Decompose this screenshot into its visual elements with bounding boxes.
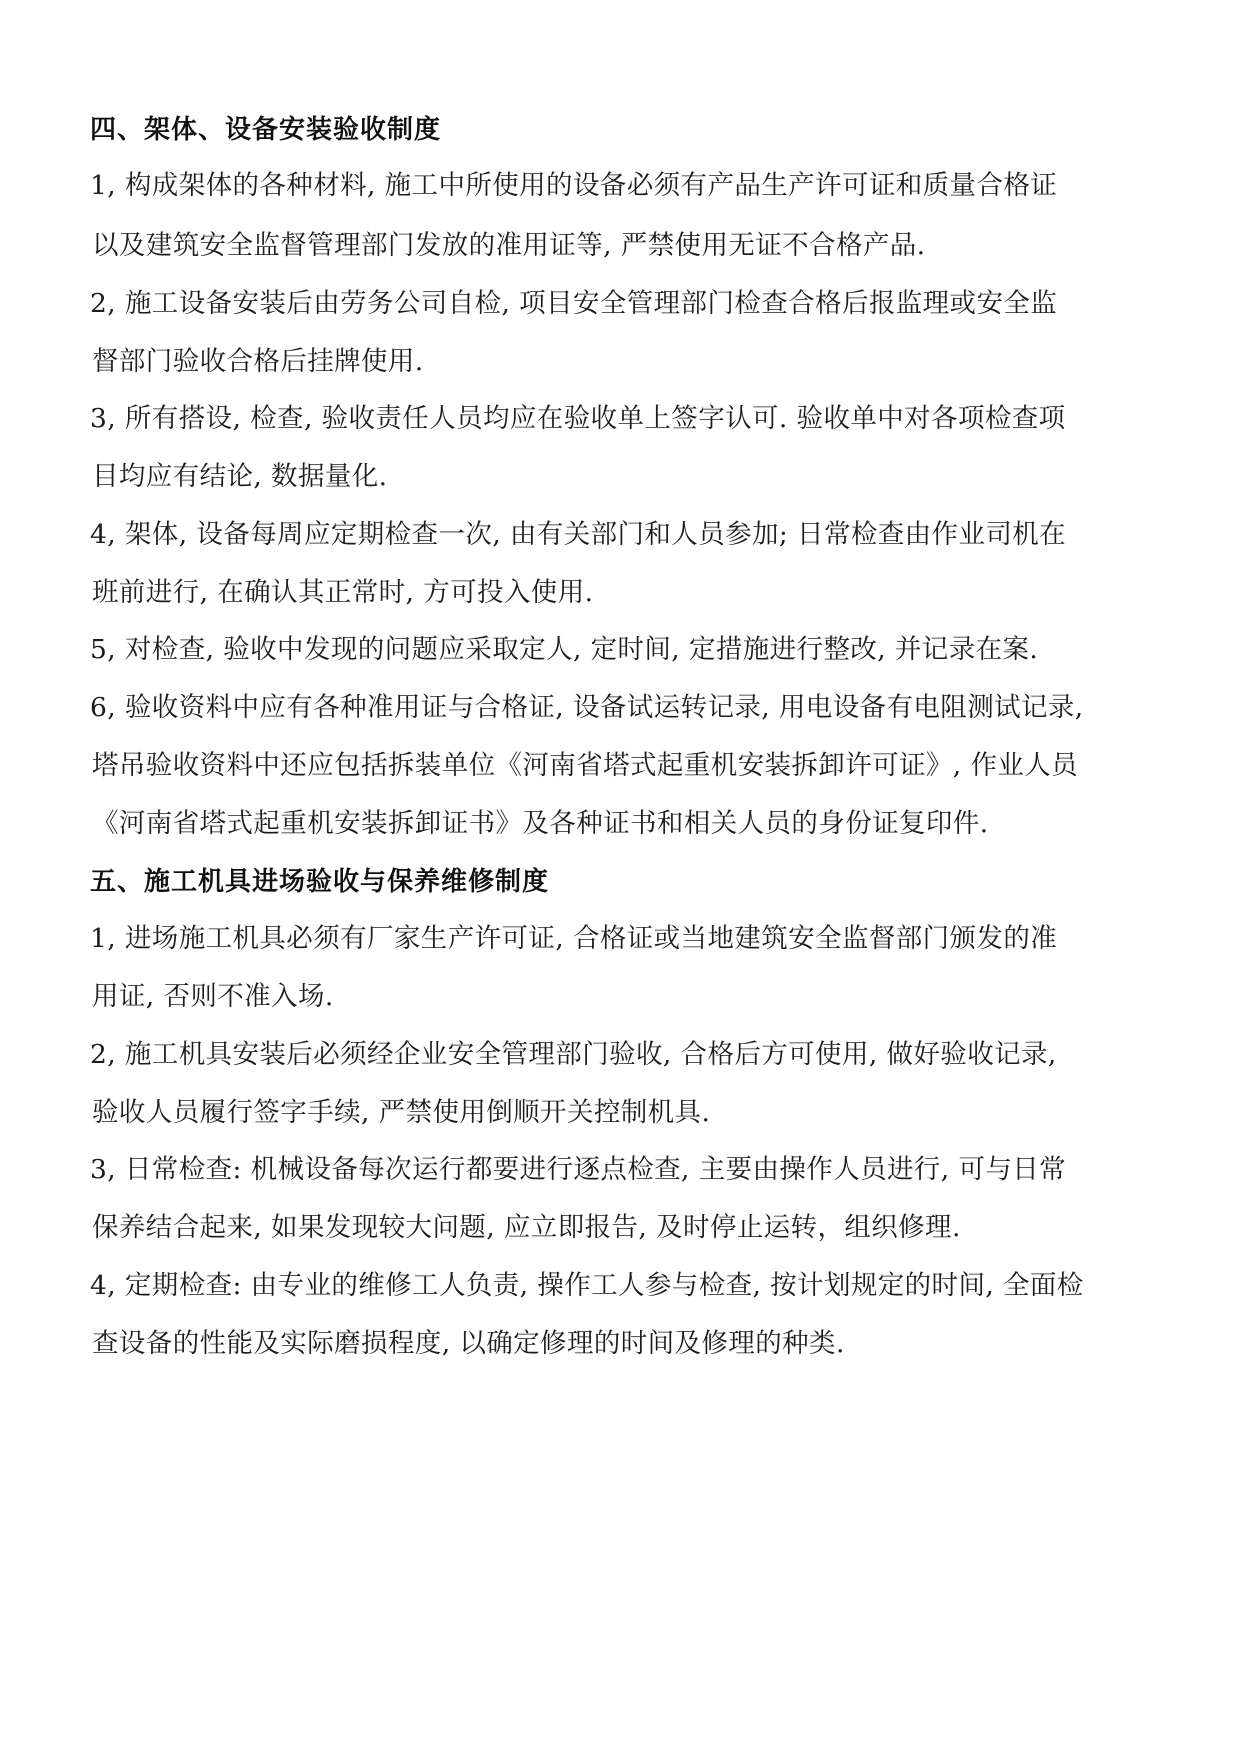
section-4-item-6-line-2: 塔吊验收资料中还应包括拆装单位《河南省塔式起重机安装拆卸许可证》, 作业人员 [92, 750, 1079, 781]
section-5-item-1-line-2: 用证, 否则不准入场. [92, 981, 334, 1012]
section-5-heading: 五、施工机具进场验收与保养维修制度 [90, 867, 550, 897]
section-4-heading: 四、架体、设备安装验收制度 [90, 115, 442, 145]
section-4-item-6-line-1: 6, 验收资料中应有各种准用证与合格证, 设备试运转记录, 用电设备有电阻测试记录, [90, 692, 1084, 723]
section-5-item-2-line-1: 2, 施工机具安装后必须经企业安全管理部门验收, 合格后方可使用, 做好验收记录, [90, 1039, 1057, 1070]
section-5-item-3-line-2: 保养结合起来, 如果发现较大问题, 应立即报告, 及时停止运转，组织修理. [92, 1212, 961, 1243]
section-4-item-4-line-2: 班前进行, 在确认其正常时, 方可投入使用. [92, 577, 594, 608]
section-4-item-2-line-1: 2, 施工设备安装后由劳务公司自检, 项目安全管理部门检查合格后报监理或安全监 [90, 288, 1058, 319]
section-5-item-4-line-1: 4, 定期检查: 由专业的维修工人负责, 操作工人参与检查, 按计划规定的时间, 全面检 [90, 1270, 1084, 1301]
section-4-item-3-line-2: 目均应有结论, 数据量化. [92, 461, 388, 492]
section-4-item-5-line-1: 5, 对检查, 验收中发现的问题应采取定人, 定时间, 定措施进行整改, 并记录在案. [90, 634, 1039, 665]
section-5-item-4-line-2: 查设备的性能及实际磨损程度, 以确定修理的时间及修理的种类. [92, 1328, 845, 1359]
section-4-item-1-line-1: 1, 构成架体的各种材料, 施工中所使用的设备必须有产品生产许可证和质量合格证 [90, 170, 1058, 201]
section-5-item-1-line-1: 1, 进场施工机具必须有厂家生产许可证, 合格证或当地建筑安全监督部门颁发的准 [90, 923, 1058, 954]
section-4-item-6-line-3: 《河南省塔式起重机安装拆卸证书》及各种证书和相关人员的身份证复印件. [92, 808, 989, 839]
section-4-item-2-line-2: 督部门验收合格后挂牌使用. [92, 346, 424, 377]
section-4-item-3-line-1: 3, 所有搭设, 检查, 验收责任人员均应在验收单上签字认可. 验收单中对各项检查项 [90, 403, 1066, 434]
section-4-item-1-line-2: 以及建筑安全监督管理部门发放的准用证等, 严禁使用无证不合格产品. [92, 230, 926, 261]
section-4-item-4-line-1: 4, 架体, 设备每周应定期检查一次, 由有关部门和人员参加; 日常检查由作业司机在 [90, 519, 1067, 550]
section-5-item-2-line-2: 验收人员履行签字手续, 严禁使用倒顺开关控制机具. [92, 1097, 711, 1128]
section-5-item-3-line-1: 3, 日常检查: 机械设备每次运行都要进行逐点检查, 主要由操作人员进行, 可与日常 [90, 1154, 1067, 1185]
